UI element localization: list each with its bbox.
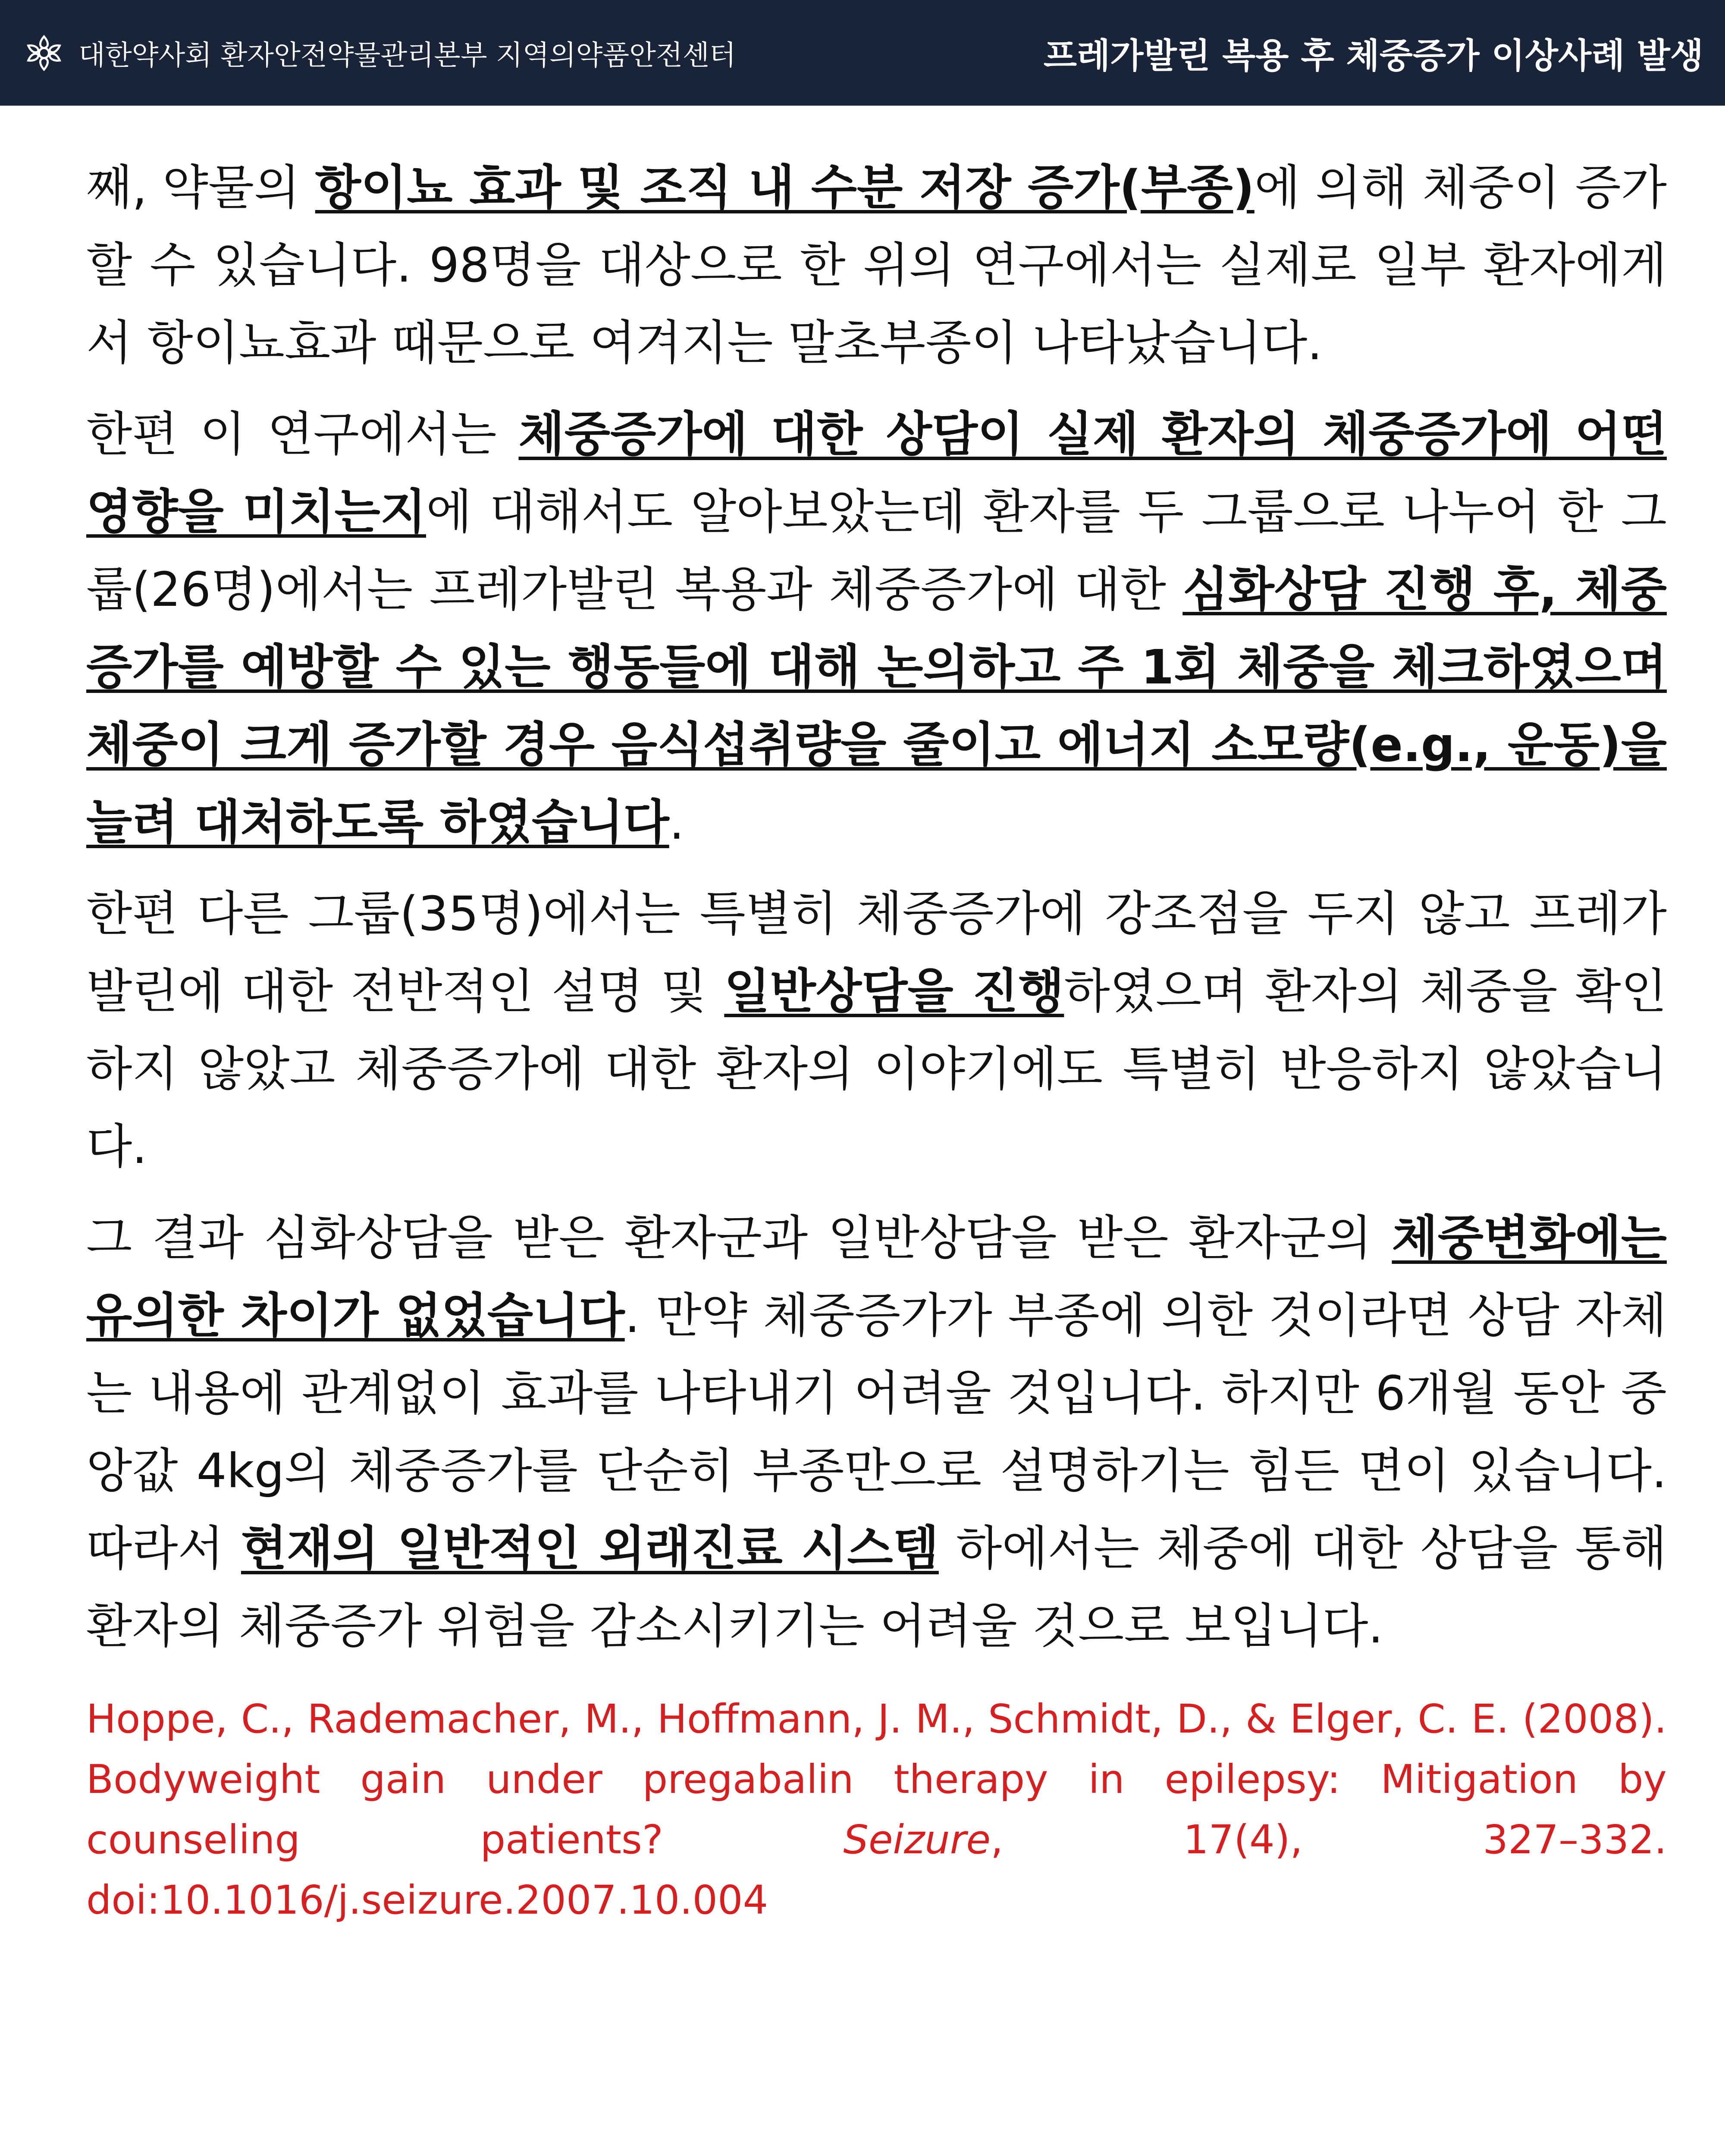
paragraph xyxy=(86,1199,1667,1665)
body-text: 한편 이 연구에서는 xyxy=(86,407,519,462)
reference-authors-title: Hoppe, C., Rademacher, M., Hoffmann, J. M., Schmidt, D., & Elger, C. E. (2008). Bodyweight gain under pregabalin therapy in epilepsy: Mitigation by counseling patients? xyxy=(86,1696,1667,1863)
emphasized-text: 일반상담을 진행 xyxy=(724,964,1064,1019)
document-title: 프레가발린 복용 후 체중증가 이상사례 발생 xyxy=(1043,36,1703,76)
emphasized-text: 항이뇨 효과 및 조직 내 수분 저장 증가(부종) xyxy=(315,160,1255,215)
emphasized-text: 체중변화에는 유의한 차이가 없었습니다 xyxy=(86,1210,1667,1343)
body-text: 하에서는 체중에 대한 상담을 통해 환자의 체중증가 위험을 감소시키기는 어려울 것으로 보입니다. xyxy=(86,1521,1667,1654)
emphasized-text: 체중증가에 대한 상담이 실제 환자의 체중증가에 어떤 영향을 미치는지 xyxy=(86,407,1667,539)
body-text: 째, 약물의 xyxy=(86,160,315,215)
page-header xyxy=(0,0,1725,106)
body-text: 에 의해 체중이 증가할 수 있습니다. 98명을 대상으로 한 위의 연구에서는 실제로 일부 환자에게서 항이뇨효과 때문으로 여겨지는 말초부종이 나타났습니다. xyxy=(86,160,1667,370)
body-text: 하였으며 환자의 체중을 확인하지 않았고 체중증가에 대한 환자의 이야기에도 특별히 반응하지 않았습니다. xyxy=(86,964,1667,1174)
pharmaceutical-association-logo-icon xyxy=(23,32,65,74)
reference-citation xyxy=(86,1689,1667,1930)
emphasized-text: 현재의 일반적인 외래진료 시스템 xyxy=(241,1521,939,1576)
reference-journal: Seizure xyxy=(843,1817,991,1863)
reference-details: , 17(4), 327–332. doi:10.1016/j.seizure.2007.10.004 xyxy=(86,1817,1667,1923)
body-text: 한편 다른 그룹(35명)에서는 특별히 체중증가에 강조점을 두지 않고 프레가발린에 대한 전반적인 설명 및 xyxy=(86,886,1667,1019)
body-text: . 만약 체중증가가 부종에 의한 것이라면 상담 자체는 내용에 관계없이 효과를 나타내기 어려울 것입니다. 하지만 6개월 동안 중앙값 4kg의 체중증가를 단순히 부종만으로 설명하기는 힘든 면이 있습니다. 따라서 xyxy=(86,1288,1667,1576)
header-organization: 대한약사회 환자안전약물관리본부 지역의약품안전센터 xyxy=(78,39,736,72)
body-text: 에 대해서도 알아보았는데 환자를 두 그룹으로 나누어 한 그룹(26명)에서는 프레가발린 복용과 체중증가에 대한 xyxy=(86,484,1667,617)
body-text: 그 결과 심화상담을 받은 환자군과 일반상담을 받은 환자군의 xyxy=(86,1210,1392,1266)
paragraph xyxy=(86,395,1667,861)
body-text: . xyxy=(669,795,684,850)
paragraph xyxy=(86,875,1667,1185)
emphasized-text: 심화상담 진행 후, 체중증가를 예방할 수 있는 행동들에 대해 논의하고 주 1회 체중을 체크하였으며 체중이 크게 증가할 경우 음식섭취량을 줄이고 에너지 소모량(e.g., 운동)을 늘려 대처하도록 하였습니다 xyxy=(86,562,1667,850)
document-body xyxy=(86,149,1667,1970)
paragraph xyxy=(86,149,1667,382)
